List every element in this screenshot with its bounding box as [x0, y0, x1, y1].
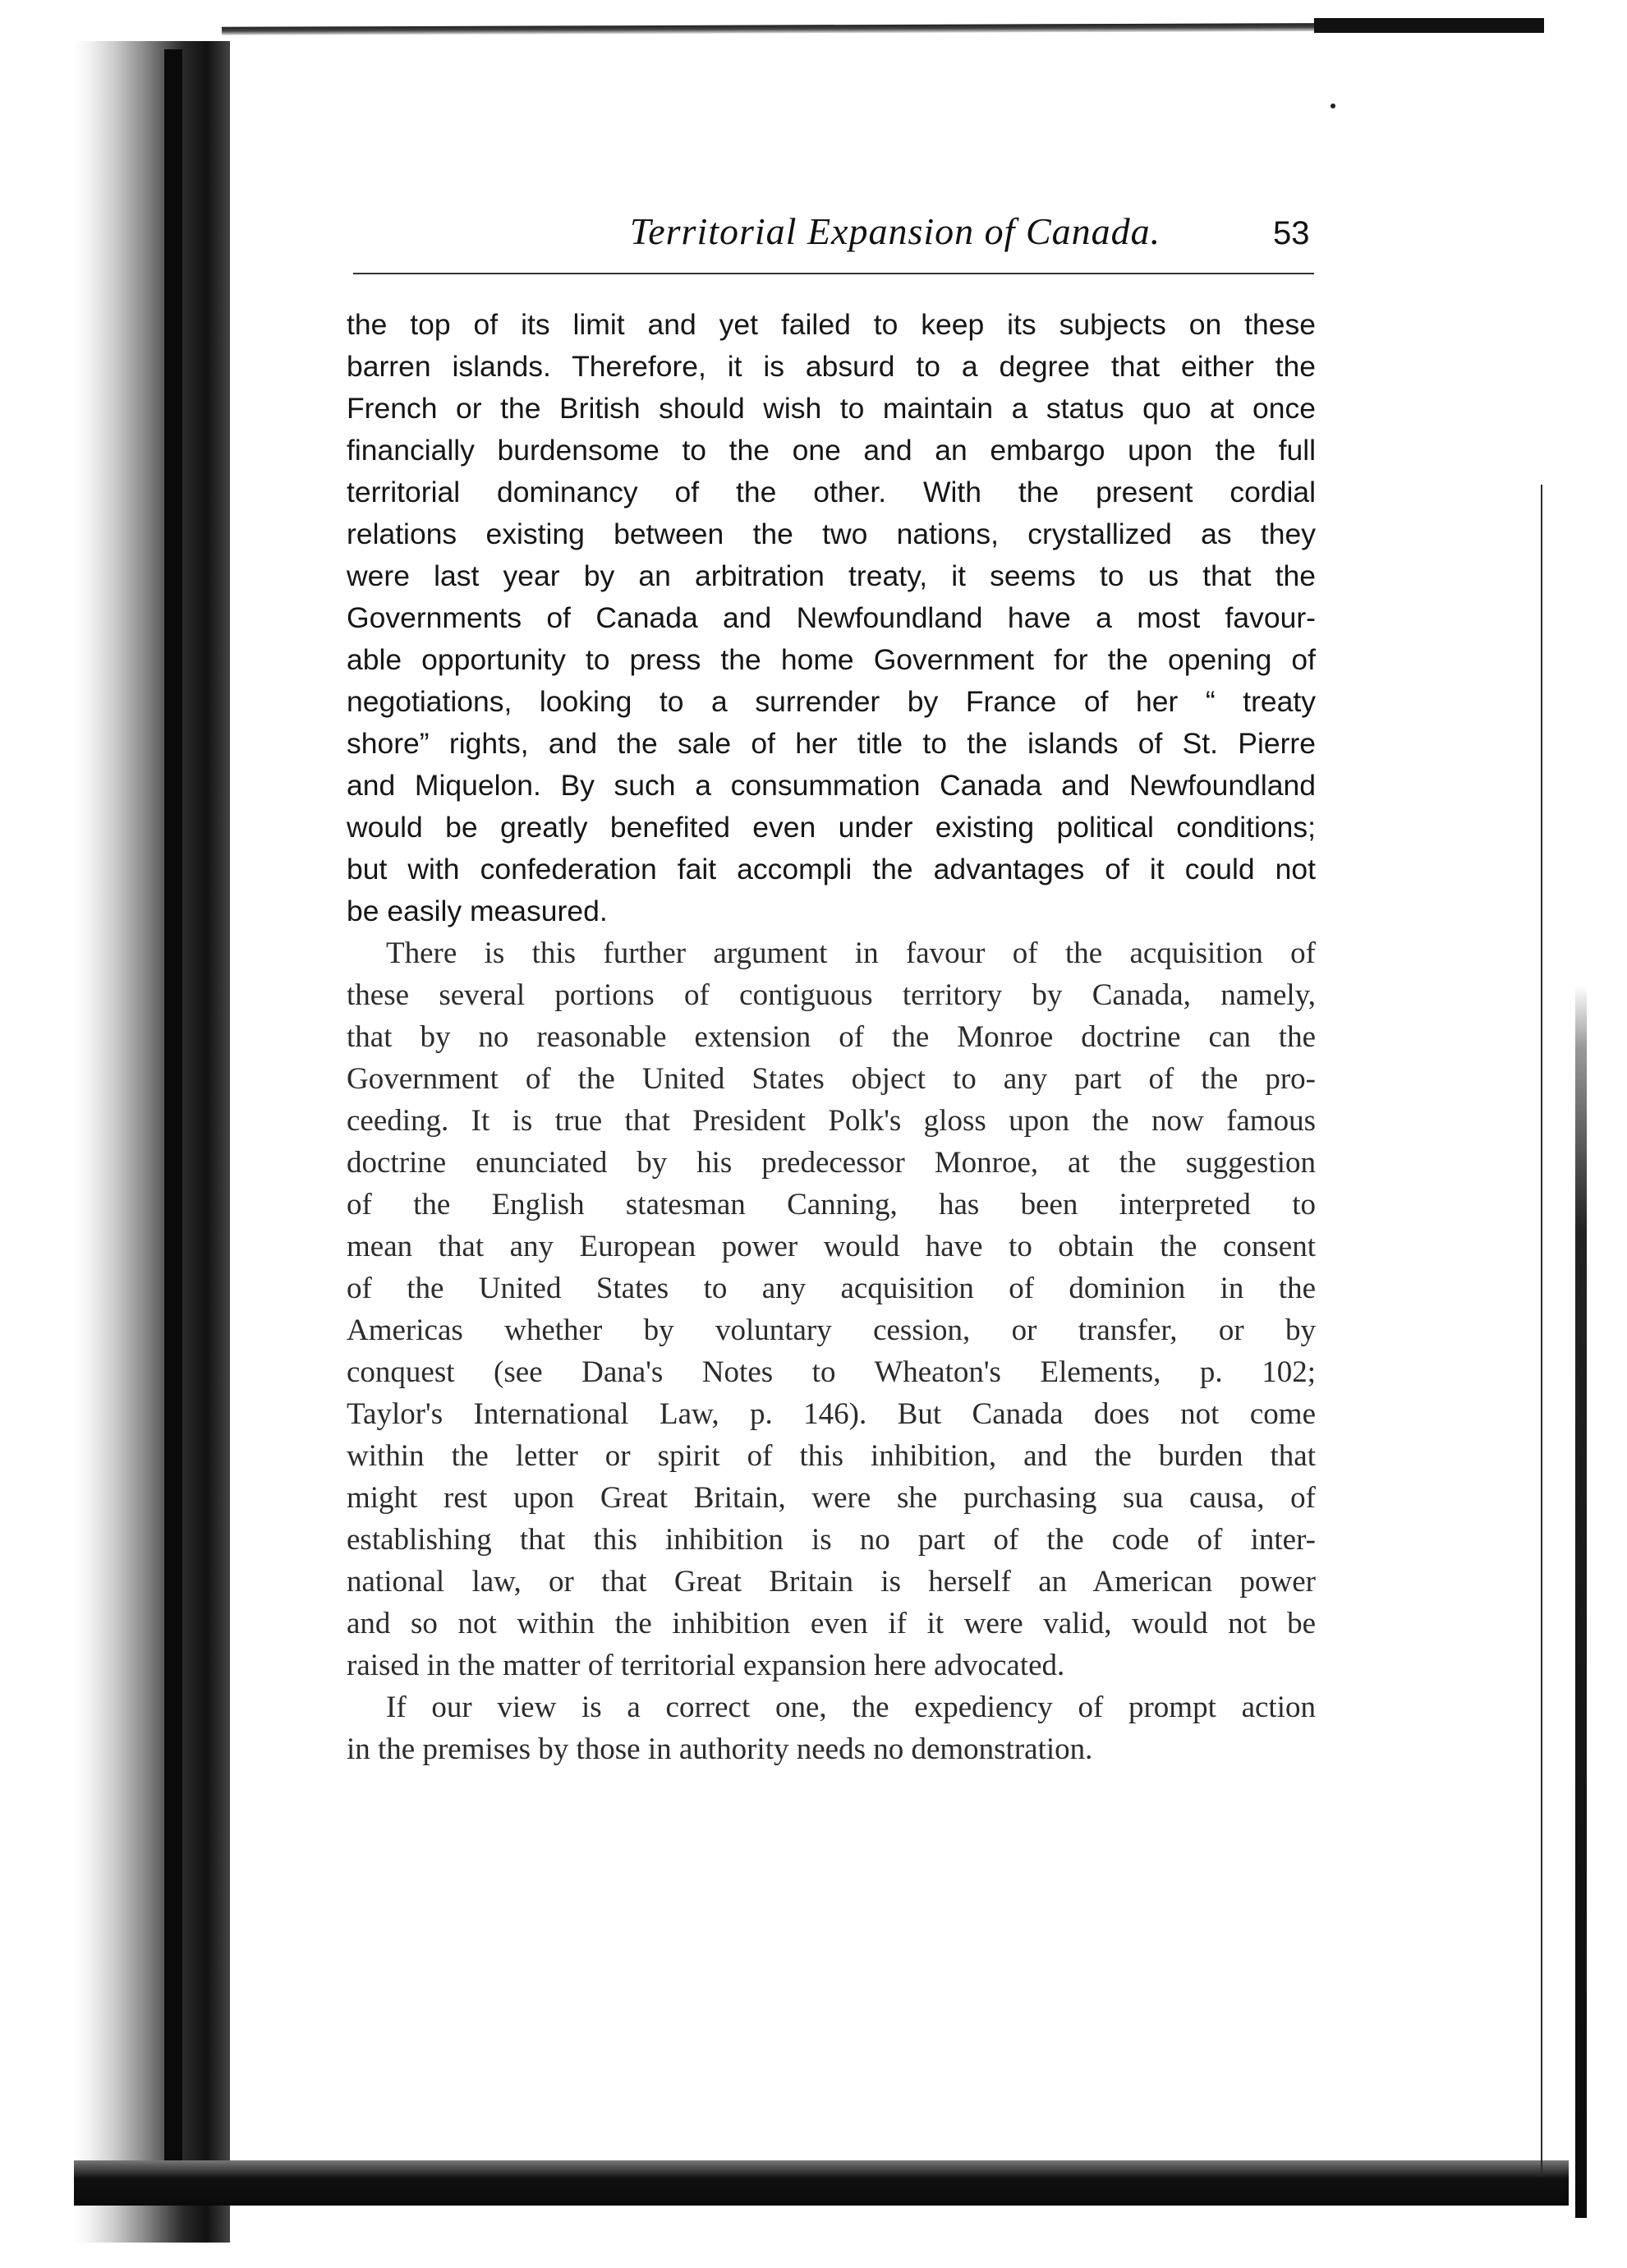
text-line: of the English statesman Canning, has been interpreted to [347, 1188, 1316, 1221]
header-rule [353, 273, 1314, 274]
text-line: of the United States to any acquisition of dominion in the [347, 1272, 1316, 1305]
text-line: in the premises by those in authority needs no demonstration. [347, 1732, 1093, 1766]
text-line: would be greatly benefited even under existing political conditions; [347, 811, 1316, 844]
text-line: conquest (see Dana's Notes to Wheaton's Elements, p. 102; [347, 1355, 1316, 1389]
text-line: might rest upon Great Britain, were she purchasing sua causa, of [347, 1481, 1316, 1515]
text-line: French or the British should wish to maintain a status quo at once [347, 392, 1316, 425]
page-number: 53 [1273, 215, 1310, 251]
text-line: establishing that this inhibition is no part of the code of inter- [347, 1523, 1316, 1557]
text-line: territorial dominancy of the other. With the present cordial [347, 476, 1316, 508]
text-line: raised in the matter of territorial expansion here advocated. [347, 1649, 1065, 1682]
text-line: Americas whether by voluntary cession, or transfer, or by [347, 1313, 1316, 1347]
text-line: be easily measured. [347, 895, 608, 927]
text-line: relations existing between the two nations, crystallized as they [347, 518, 1316, 550]
scan-binding-shadow [74, 41, 230, 2243]
paragraph [347, 1686, 1316, 1770]
paragraph [347, 304, 1316, 932]
text-line: Government of the United States object to any part of the pro- [347, 1062, 1316, 1096]
text-line: these several portions of contiguous territory by Canada, namely, [347, 978, 1316, 1012]
scan-binding-edge [164, 49, 182, 2201]
paragraph [347, 932, 1316, 1686]
text-line: financially burdensome to the one and an embargo upon the full [347, 434, 1316, 467]
text-line: ceeding. It is true that President Polk's gloss upon the now famous [347, 1104, 1316, 1138]
scan-right-line [1541, 485, 1542, 2177]
text-line: doctrine enunciated by his predecessor Monroe, at the suggestion [347, 1146, 1316, 1180]
text-line: mean that any European power would have to obtain the consent [347, 1230, 1316, 1263]
text-line: barren islands. Therefore, it is absurd to a degree that either the [347, 350, 1316, 383]
text-line: negotiations, looking to a surrender by France of her “ treaty [347, 685, 1316, 718]
scan-right-edge [1575, 986, 1587, 2218]
scan-speck [1331, 104, 1335, 108]
text-line: shore” rights, and the sale of her title to the islands of St. Pierre [347, 727, 1316, 760]
page-body [347, 304, 1316, 1770]
text-line: Governments of Canada and Newfoundland have a most favour- [347, 601, 1316, 634]
running-title: Territorial Expansion of Canada. [629, 210, 1161, 252]
text-line: If our view is a correct one, the expediency of prompt action [386, 1691, 1316, 1724]
text-line: and Miquelon. By such a consummation Canada and Newfoundland [347, 769, 1316, 802]
text-line: within the letter or spirit of this inhibition, and the burden that [347, 1439, 1316, 1473]
text-line: national law, or that Great Britain is herself an American power [347, 1565, 1316, 1599]
text-line: and so not within the inhibition even if it were valid, would not be [347, 1607, 1316, 1640]
scan-bottom-edge [74, 2160, 1569, 2206]
text-line: able opportunity to press the home Government for the opening of [347, 643, 1316, 676]
text-line: Taylor's International Law, p. 146). But Canada does not come [347, 1397, 1316, 1431]
text-line: that by no reasonable extension of the Monroe doctrine can the [347, 1020, 1316, 1054]
text-line: but with confederation fait accompli the advantages of it could not [347, 853, 1316, 886]
scan-top-edge-dark [1314, 18, 1544, 33]
text-line: There is this further argument in favour of the acquisition of [386, 936, 1316, 970]
text-line: the top of its limit and yet failed to keep its subjects on these [347, 308, 1316, 341]
text-line: were last year by an arbitration treaty, it seems to us that the [347, 559, 1316, 592]
